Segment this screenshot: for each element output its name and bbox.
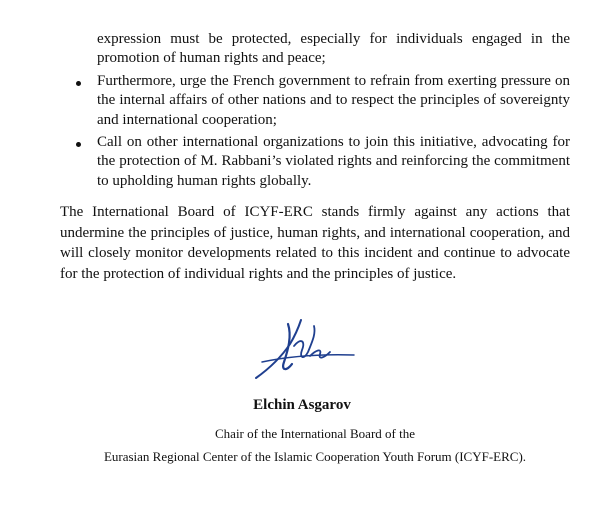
bullet-text: expression must be protected, especially for individuals engaged in the promotion of human rights and peace; xyxy=(97,31,570,67)
signature-stroke xyxy=(310,350,330,357)
bullet-text: Furthermore, urge the French government to refrain from exerting pressure on the internal affairs of other nations and to respect the principles of sovereignty and international cooperation; xyxy=(97,72,570,128)
bullet-text: Call on other international organizations to join this initiative, advocating for the protection of M. Rabbani’s violated rights and reinforcing the commitment to upholding human rights globally. xyxy=(97,134,570,189)
signer-organization: Eurasian Regional Center of the Islamic Cooperation Youth Forum (ICYF-ERC). xyxy=(103,449,527,464)
signer-title: Chair of the International Board of the xyxy=(215,426,415,441)
bullet-marker xyxy=(76,142,81,147)
signer-name: Elchin Asgarov xyxy=(253,397,351,413)
board-statement-paragraph: The International Board of ICYF-ERC stands firmly against any actions that undermine the principles of justice, human rights, and international cooperation, and will closely monitor developments related to this incident and continue to advocate for the protection of individual rights and the principles of justice. xyxy=(60,204,570,282)
bullet-item-french-government xyxy=(0,72,604,130)
bullet-marker xyxy=(76,81,81,86)
bullet-item-continued xyxy=(0,30,604,69)
bullet-item-international-organizations xyxy=(0,133,604,191)
signature-stroke xyxy=(256,320,301,378)
signature-stroke xyxy=(283,324,292,369)
resolution-bullet-list xyxy=(0,30,604,194)
handwritten-signature xyxy=(250,316,360,382)
